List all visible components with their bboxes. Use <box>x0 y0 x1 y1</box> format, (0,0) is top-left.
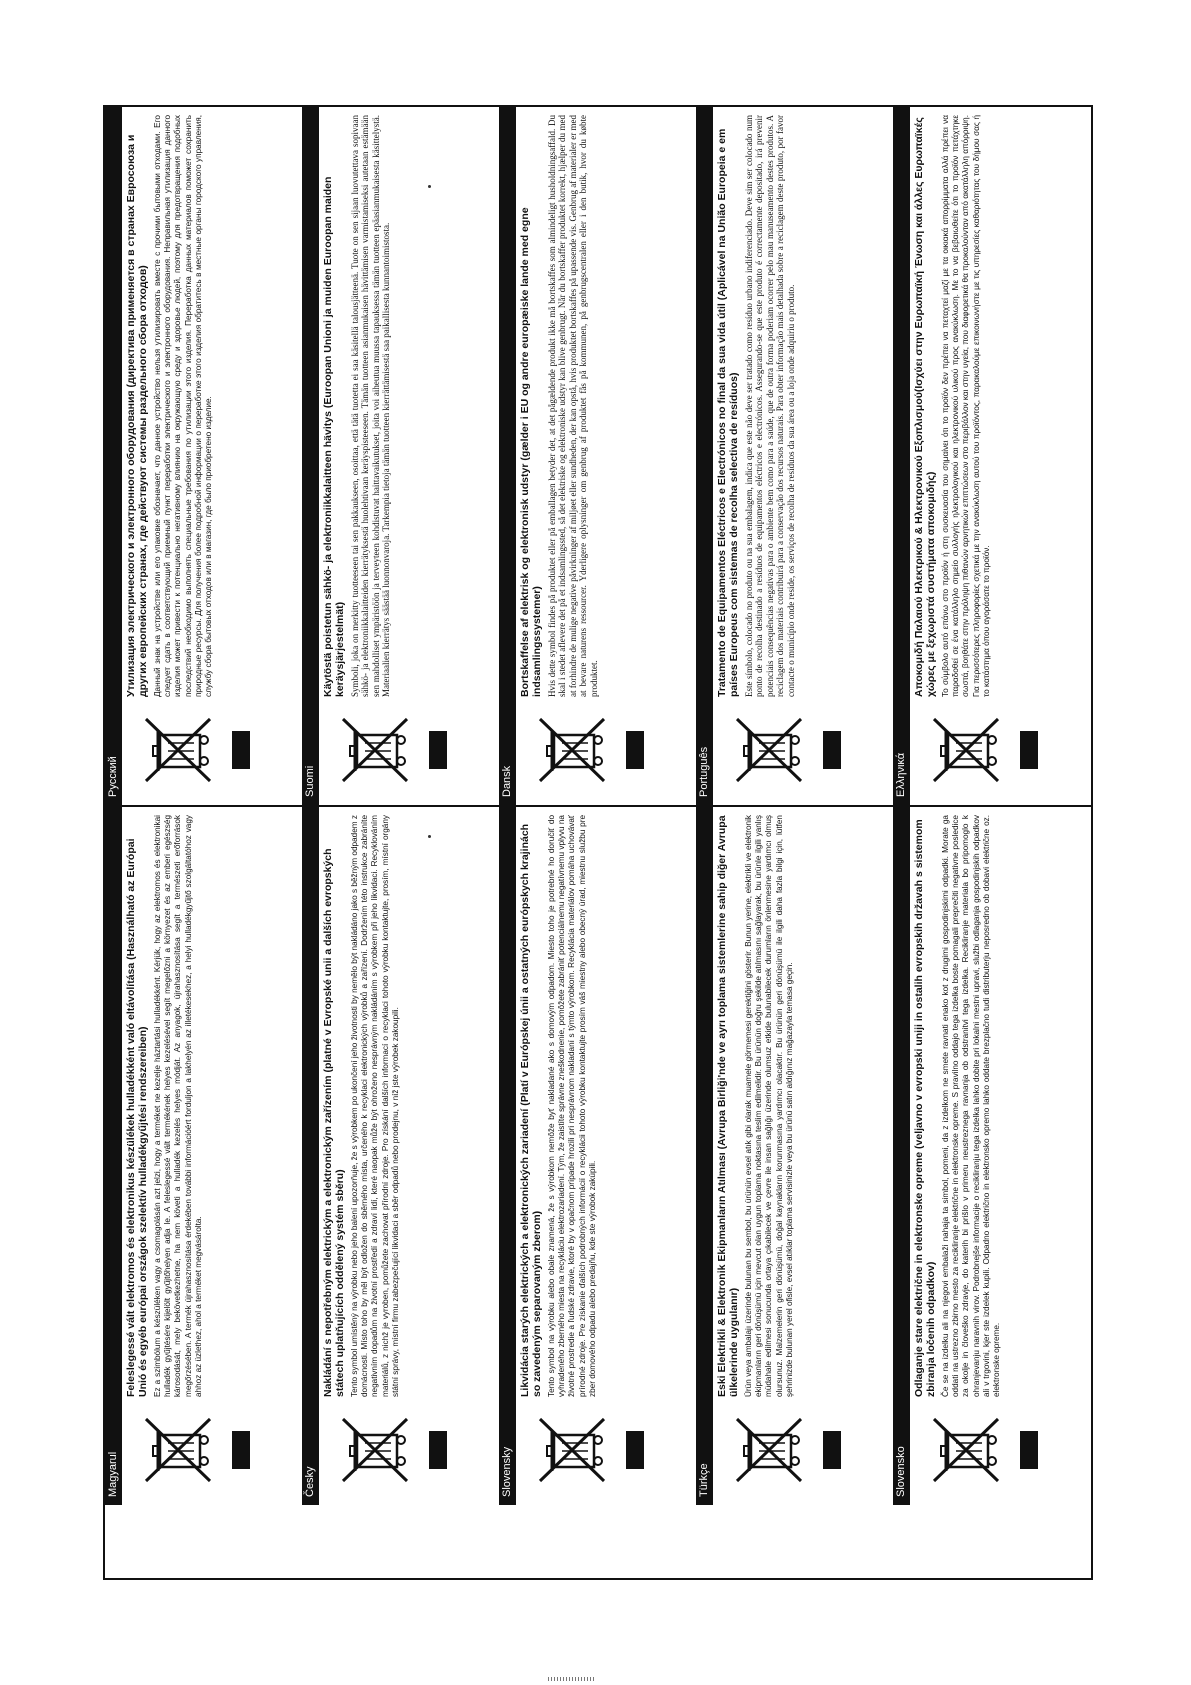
lang-section-portuguese <box>696 107 893 805</box>
language-label: Русский <box>105 107 122 805</box>
lang-section-greek <box>893 107 1090 805</box>
bottom-panel <box>105 807 1091 1505</box>
section-body: Tento symbol umístěný na výrobku nebo jeho balení upozorňuje, že s výrobkem po ukončení jeho životnosti by nemělo být nakládáno jako s běžným odpadem z domácnosti. Místo toho by měl být odložen do sběrného místa, určeného k recyklaci elektronických výrobků a zařízení. Dodržením této instrukce zabráníte negativním dopadům na životní prostředí a zdraví lidí, které naopak může být ohroženo nesprávným nakládáním s výrobkem při jeho likvidaci. Recyklováním materiálů, z nichž je vyroben, pomůžete zachovat přírodní zdroje. Pro získání dalších informací o recyklaci tohoto výrobku kontaktujte, prosím, místní orgány státní správy, místní firmu zabezpečující likvidaci a sběr odpadů nebo prodejnu, v níž jste výrobek zakoupili. <box>350 815 400 1397</box>
weee-symbol <box>713 697 893 805</box>
lang-section-russian <box>105 107 302 805</box>
language-label: Slovensko <box>893 807 910 1505</box>
section-text <box>519 115 694 697</box>
scan-speck <box>428 835 431 838</box>
language-label: Dansk <box>499 107 516 805</box>
crossed-bin-icon <box>731 713 807 789</box>
lang-section-slovenian <box>893 807 1090 1505</box>
scan-artifact <box>548 1677 596 1681</box>
lang-section-turkish <box>696 807 893 1505</box>
section-body: Če se na izdelku ali na njegovi embalaži nahaja ta simbol, pomeni, da z izdelkom ne smete ravnati enako kot z drugimi gospodinjskimi odpadki. Morate ga oddati na ustrezno zbirno mesto za recikliranje električne in elektronske opreme. S pravilno oddajo tega izdelka boste pomagali preprečiti negativne posledice za okolje in človeško zdravje, do katerih bi prišlo v primeru neustreznega ravnanja ob odstranitvi tega izdelka. Recikliranje materiala bo pripomoglo k ohranjevanju naravnih virov. Podrobnejše informacije o recikliranju tega izdelka lahko dobite pri lokalni mestni upravi, službi odlaganja gospodinjskih odpadkov ali v trgovini, kjer ste izdelek kupili. Odpadno električno in elektronsko opremo lahko oddate brezplačno tudi distributerju neposredno ob dobavi električne oz. elektronske opreme. <box>941 815 1002 1397</box>
language-label: Ελληνικά <box>893 107 910 805</box>
language-label: Português <box>696 107 713 805</box>
weee-symbol <box>516 1397 696 1505</box>
section-title: Feleslegessé vált elektromos és elektronikus készülékek hulladékként való eltávolítása (Használható az Európai Unió és egyéb európai országok szelektív hulladékgyűjtési rendszereiben) <box>125 838 149 1397</box>
section-text <box>716 115 891 697</box>
section-title: Bortskaffelse af elektrisk og elektronisk udstyr (gælder i EU og andre europæiske lande med egne indsamlingssystemer) <box>519 207 543 697</box>
crossed-bin-icon <box>534 713 610 789</box>
lang-section-hungarian <box>105 807 302 1505</box>
section-body: Данный знак на устройстве или его упаковке обозначает, что данное устройство нельзя утилизировать вместе с прочими бытовыми отходами. Его следует сдать в соответствующий приемный пункт переработки электрического и электронного оборудования. Неправильная утилизация данного изделия может привести к потенциально негативному влиянию на окружающую среду и здоровье людей, поэтому для предотвращения подобных последствий необходимо выполнять специальные требования по утилизации этого изделия. Переработка данных материалов поможет сохранить природные ресурсы. Для получения более подробной информации о переработке этого изделия обратитесь в местные органы городского управления, службу сбора бытовых отходов или в магазин, где было приобретено изделие. <box>153 115 214 697</box>
language-label: Slovensky <box>499 807 516 1505</box>
language-label: Magyarul <box>105 807 122 1505</box>
section-text <box>913 115 1088 697</box>
section-text <box>322 815 497 1397</box>
section-body: Tento symbol na výrobku alebo obale znamená, že s výrobkom nemôže byť nakladané ako s domovým odpadom. Miesto toho je potrebné ho doručiť do vyhradeného zberného miesta na recykláciu elektrozariadení. Tým, že zaistíte správne zneškodnenie, pomôžete zabrániť potenciálnemu negatívnemu vplyvu na životné prostredie a ľudské zdravie, ktoré by v opačnom prípade hrozili pri nesprávnom nakladaní s týmto výrobkom. Recyklácia materiálov pomáha uchovávať prírodné zdroje. Pre získanie ďalších podrobných informácií o recyklácii tohoto výrobku kontaktujte prosím váš miestny alebo obecný úrad, miestnu službu pre zber domového odpadu alebo predajňu, kde ste výrobok zakúpili. <box>547 815 597 1397</box>
lang-section-slovak <box>499 807 696 1505</box>
weee-symbol <box>910 697 1090 805</box>
section-text <box>125 815 300 1397</box>
weee-black-bar <box>1020 731 1038 769</box>
section-body: Ürün veya ambalajı üzerinde bulunan bu sembol, bu ürünün evsel atık gibi olarak muamele görmemesi gerektiğini gösterir. Bunun yerine, elektrikli ve elektronik ekipmanların geri dönüşümü için mevcut olan uygun toplama noktasına teslim edilmelidir. Bu ürünün doğru şekilde atılmasını sağlayarak, bu ürünle ilgili yanlış müdahale edilmesi sonucunda ortaya çıkabilecek ve çevre ile insan sağlığı üzerinde olumsuz etkide bulunabilecek durumların önlenmesine yardımcı olmuş olursunuz. Malzemelerin geri dönüşümü, doğal kaynakların korunmasına yardımcı olacaktır. Bu ürünün geri dönüşümü ile ilgili daha fazla bilgi için, lütfen şehrinizde bulunan yerel ofisle, evsel atıklar toplama servisinizle veya bu ürünü satın aldığınız mağazayla temasa geçin. <box>744 815 794 1397</box>
language-label: Suomi <box>302 107 319 805</box>
crossed-bin-icon <box>928 713 1004 789</box>
weee-symbol <box>516 697 696 805</box>
crossed-bin-icon <box>534 1413 610 1489</box>
crossed-bin-icon <box>731 1413 807 1489</box>
rotated-panel-bottom <box>105 807 1091 1505</box>
section-title: Tratamento de Equipamentos Eléctricos e Electrónicos no final da sua vida útil (Aplicável na União Europeia e em países Europeus com sistemas de recolha selectiva de resíduos) <box>716 128 740 697</box>
section-title: Odlaganje stare električne in elektronske opreme (veljavno v evropski uniji in ostalih evropskih državah s sistemom zbiranja ločenih odpadkov) <box>913 819 937 1397</box>
section-text <box>322 115 497 697</box>
section-text <box>519 815 694 1397</box>
section-body: Ez a szimbólum a készüléken vagy a csomagolásán azt jelzi, hogy a terméket ne kezelje háztartási hulladékként. Kérjük, hogy az elektromos és elektronikai hulladék gyűjtésére kijelölt gyűjtőhelyen adja le. A feleslegessé vált termékének helyes kezelésével segít megelőzni a környezet és az emberi egészség károsodását, mely bekövetkezhetne, ha nem követi a hulladék kezelés helyes módját. Az anyagok, újrahasznosítása segít a természeti erőforrások megőrzésében. A termék újrahasznosítása érdekében további információért forduljon a lakhelyén az illetékesekhez, a helyi hulladékgyűjtő szolgáltatóhoz vagy ahhoz az üzlethez, ahol a terméket megvásárolta. <box>153 815 203 1397</box>
section-title: Käytöstä poistetun sähkö- ja elektroniikkalaitteen hävitys (Euroopan Unioni ja muiden Euroopan maiden keräysjärjestelmät) <box>322 176 346 697</box>
language-label: Türkçe <box>696 807 713 1505</box>
weee-symbol <box>713 1397 893 1505</box>
weee-symbol <box>319 1397 499 1505</box>
rotated-panel-top <box>105 107 1091 805</box>
weee-black-bar <box>232 731 250 769</box>
crossed-bin-icon <box>140 1413 216 1489</box>
lang-section-czech <box>302 807 499 1505</box>
section-title: Nakládání s nepotřebným elektrickým a elektronickým zařízením (platné v Evropské unii a dalších evropských státech uplatňujících oddělený systém sběru) <box>322 848 346 1397</box>
weee-black-bar <box>429 731 447 769</box>
weee-symbol <box>319 697 499 805</box>
weee-symbol <box>122 1397 302 1505</box>
section-title: Αποκομιδή Παλαιού Ηλεκτρικού & Ηλεκτρονικού Εξοπλισμού(Ισχύει στην Ευρωπαϊκή Ένωση και άλλες Ευρωπαϊκές χώρες με ξεχωριστά συστήματα αποκομιδής) <box>913 117 937 697</box>
scan-speck <box>428 185 431 188</box>
section-title: Likvidácia starých elektrických a elektronických zariadení (Platí v Európskej únii a ostatných európskych krajinách so zavedeným separovaným zberom) <box>519 823 543 1397</box>
weee-black-bar <box>823 1431 841 1469</box>
lang-section-danish <box>499 107 696 805</box>
crossed-bin-icon <box>140 713 216 789</box>
section-title: Eski Elektrikli & Elektronik Ekipmanların Atılması (Avrupa Birliği'nde ve ayrı toplama sistemlerine sahip diğer Avrupa ülkelerinde uygulanır) <box>716 815 740 1397</box>
crossed-bin-icon <box>337 713 413 789</box>
weee-black-bar <box>232 1431 250 1469</box>
section-title: Утилизация электрического и электронного оборудования (директива применяется в странах Евросоюза и других европейских странах, где действуют системы раздельного сбора отходов) <box>125 134 149 697</box>
section-body: Hvis dette symbol findes på produktet eller på emballagen betyder det, at det pågældende produkt ikke må bortskaffes som almindeligt husholdningsaffald. Du skal i stedet aflevere det på et indsamlingssted, så det elektriske og elektroniske udstyr kan blive genbrugt. Når du bortskaffer produktet korrekt, hjælper du med at forhindre de mulige negative påvirkninger af miljøet eller sundheden, der kan opstå, hvis produktet bortskaffes på upassende vis. Genbrug af materialer er med at bevare naturens ressourcer. Yderligere oplysninger om genbrug af produktet fås på kommunen, på genbrugscentralen eller i den butik, hvor du købte produktet. <box>547 115 599 697</box>
weee-black-bar <box>626 731 644 769</box>
section-body: Το σύμβολο αυτό επάνω στο προϊόν ή στη συσκευασία του σημαίνει ότι το προϊόν δεν πρέπει να πεταχτεί μαζί με τα οικιακά απορρίμματα αλλά πρέπει να παραδοθεί σε ένα κατάλληλο σημείο συλλογής ηλεκτρολογικού και ηλεκτρονικού υλικού προς ανακύκλωση. Με το να βεβαιωθείτε ότι το προϊόν πετάχτηκε σωστά, βοηθάτε στην πρόληψη πιθανών αρνητικών επιπτώσεων στο περιβάλλον και στην υγεία, που διαφορετικά θα προκαλούνταν από ακατάλληλη απόρριψη. Για περισσότερες πληροφορίες σχετικά με την ανακύκλωση αυτού του προϊόντος, παρακαλούμε επικοινωνήστε με τις υπηρεσίες καθαριότητας του δήμου σας ή το κατάστημα όπου αγοράσατε το προϊόν. <box>941 115 991 697</box>
section-text <box>716 815 891 1397</box>
section-text <box>913 815 1088 1397</box>
weee-symbol <box>910 1397 1090 1505</box>
crossed-bin-icon <box>337 1413 413 1489</box>
weee-black-bar <box>626 1431 644 1469</box>
weee-black-bar <box>429 1431 447 1469</box>
section-text <box>125 115 300 697</box>
language-label: Česky <box>302 807 319 1505</box>
section-body: Symboli, joka on merkitty tuotteeseen tai sen pakkaukseen, osoittaa, että tätä tuotetta ei saa käsitellä talousjätteenä. Tuote on sen sijaan luovutettava sopivaan sähkö- ja elektroniikkalaitteiden kierrätyksestä huolehtivaan keräyspisteeseen. Tämän tuotteen asianmukaisen hävittämisen varmistamiseksi autetaan estämään sen mahdolliset ympäristöön ja terveyteen kohdistuvat haittavaikutukset, joita voi aiheutua muussa tapauksessa tämän tuotteen epäasianmukaisesta käsittelystä. Materiaalien kierrätys säästää luonnonvaroja. Tarkempia tietoja tämän tuotteen kierrättämisestä saa paikallisesta kunnantoimistosta. <box>350 115 392 697</box>
lang-section-finnish <box>302 107 499 805</box>
section-body: Este símbolo, colocado no produto ou na sua embalagem, indica que este não deve ser tratado como resíduo urbano indiferenciado. Deve sim ser colocado num ponto de recolha destinado a resíduos de equipamentos eléctricos e electrónicos. Assegurando-se que este produto é correctamente depositado, irá prevenir potenciais consequências negativas para o ambiente bem como para a saúde, que de outra forma poderiam ocorrer pelo mau manuseamento destes produtos. A reciclagem dos materiais contribuirá para a conservação dos recursos naturais. Para obter informação mais detalhada sobre a reciclagem deste produto, por favor contacte o município onde reside, os serviços de recolha de resíduos da sua área ou a loja onde adquiriu o produto. <box>744 115 796 697</box>
weee-symbol <box>122 697 302 805</box>
top-panel <box>105 107 1091 805</box>
weee-black-bar <box>823 731 841 769</box>
crossed-bin-icon <box>928 1413 1004 1489</box>
weee-black-bar <box>1020 1431 1038 1469</box>
